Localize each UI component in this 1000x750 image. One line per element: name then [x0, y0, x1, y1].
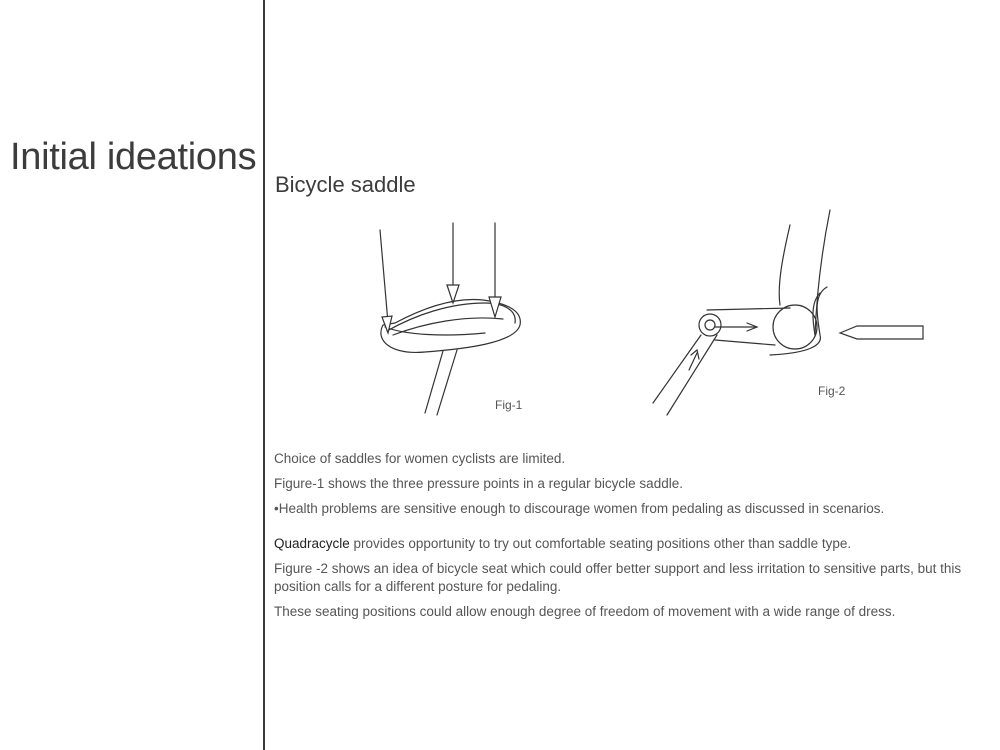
saddle-outline — [381, 299, 520, 352]
paragraph-4-text: provides opportunity to try out comfortable seating positions other than saddle type. — [349, 536, 852, 551]
seat-cushion-curve — [770, 287, 827, 355]
hip-joint — [773, 305, 817, 349]
section-title: Bicycle saddle — [275, 172, 416, 197]
figure-2-caption: Fig-2 — [818, 384, 846, 398]
paragraph-3: •Health problems are sensitive enough to discourage women from pedaling as discussed in scenarios. — [274, 501, 885, 516]
lower-leg-front — [653, 335, 701, 403]
paragraph-5: Figure -2 shows an idea of bicycle seat which could offer better support and less irritation to sensitive parts, but this position calls for a different posture for pedaling. — [274, 561, 962, 594]
figure-2-seat-sketch — [645, 205, 935, 420]
pressure-arrow-3 — [489, 297, 501, 317]
back-pressure-arrow — [840, 326, 923, 339]
body-text — [274, 450, 994, 628]
vertical-divider — [263, 0, 265, 750]
paragraph-2: Figure-1 shows the three pressure points in a regular bicycle saddle. — [274, 476, 683, 491]
knee-joint — [699, 314, 721, 336]
page-title: Initial ideations — [10, 136, 257, 178]
figure-1-saddle-sketch — [365, 215, 540, 420]
figure-1-caption: Fig-1 — [495, 398, 523, 412]
paragraph-1: Choice of saddles for women cyclists are limited. — [274, 451, 566, 466]
paragraph-6: These seating positions could allow enough degree of freedom of movement with a wide range of dress. — [274, 604, 896, 619]
quadracycle-term: Quadracycle — [274, 536, 350, 551]
thigh-bottom — [715, 340, 775, 345]
thigh-top — [707, 308, 790, 310]
backrest-edge — [779, 225, 790, 305]
paragraph-4 — [274, 535, 994, 553]
saddle-nose-contour — [385, 327, 485, 335]
